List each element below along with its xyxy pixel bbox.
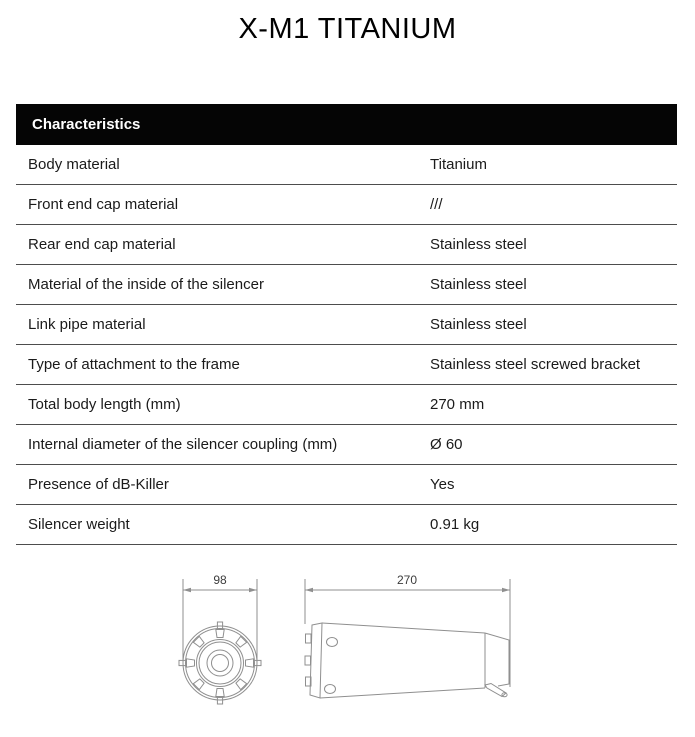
rivet <box>325 685 336 694</box>
front-view-tabs <box>179 622 261 704</box>
table-row <box>16 185 677 225</box>
row-value: Yes <box>430 476 455 493</box>
front-view-width-label: 98 <box>213 573 227 587</box>
row-value: 0.91 kg <box>430 516 480 533</box>
row-label: Body material <box>28 156 120 173</box>
table-row <box>16 425 677 465</box>
table-row <box>16 465 677 505</box>
characteristics-table <box>16 104 677 545</box>
silencer-side-view <box>305 623 509 698</box>
page-title: X-M1 TITANIUM <box>238 13 457 45</box>
dim-arrow-right <box>249 588 257 592</box>
band-clip <box>306 634 312 643</box>
row-value: Titanium <box>430 156 487 173</box>
table-row <box>16 345 677 385</box>
side-view-dimension <box>305 573 510 687</box>
row-label: Material of the inside of the silencer <box>28 276 264 293</box>
table-header: Characteristics <box>16 104 677 145</box>
dim-arrow-left <box>305 588 313 592</box>
rivet <box>327 638 338 647</box>
body-top-edge <box>322 623 485 633</box>
tail-cone <box>485 633 509 686</box>
side-view-length-label: 270 <box>396 573 418 587</box>
row-value: /// <box>430 196 443 213</box>
table-row <box>16 145 677 185</box>
body-bottom-edge <box>320 688 485 698</box>
table-row <box>16 225 677 265</box>
row-label: Rear end cap material <box>28 236 176 253</box>
row-value: Ø 60 <box>430 436 463 453</box>
row-value: Stainless steel screwed bracket <box>430 356 641 373</box>
row-label: Total body length (mm) <box>28 396 181 413</box>
row-label: Type of attachment to the frame <box>28 356 240 373</box>
row-label: Silencer weight <box>28 516 130 533</box>
row-label: Link pipe material <box>28 316 146 333</box>
table-row <box>16 505 677 545</box>
dim-arrow-right <box>502 588 510 592</box>
front-view-dimension <box>183 573 257 662</box>
table-row <box>16 305 677 345</box>
row-label: Front end cap material <box>28 196 179 213</box>
side-view-end-band <box>310 623 322 698</box>
table-row <box>16 385 677 425</box>
silencer-technical-drawing <box>165 572 525 722</box>
band-clip <box>305 656 311 665</box>
row-value: Stainless steel <box>430 276 527 293</box>
row-label: Presence of dB-Killer <box>28 476 169 493</box>
row-value: Stainless steel <box>430 236 527 253</box>
silencer-front-view <box>179 622 261 704</box>
row-label: Internal diameter of the silencer coupling (mm) <box>28 436 338 453</box>
row-value: 270 mm <box>430 396 485 413</box>
dim-arrow-left <box>183 588 191 592</box>
exhaust-tip <box>485 684 507 697</box>
row-value: Stainless steel <box>430 316 527 333</box>
table-row <box>16 265 677 305</box>
